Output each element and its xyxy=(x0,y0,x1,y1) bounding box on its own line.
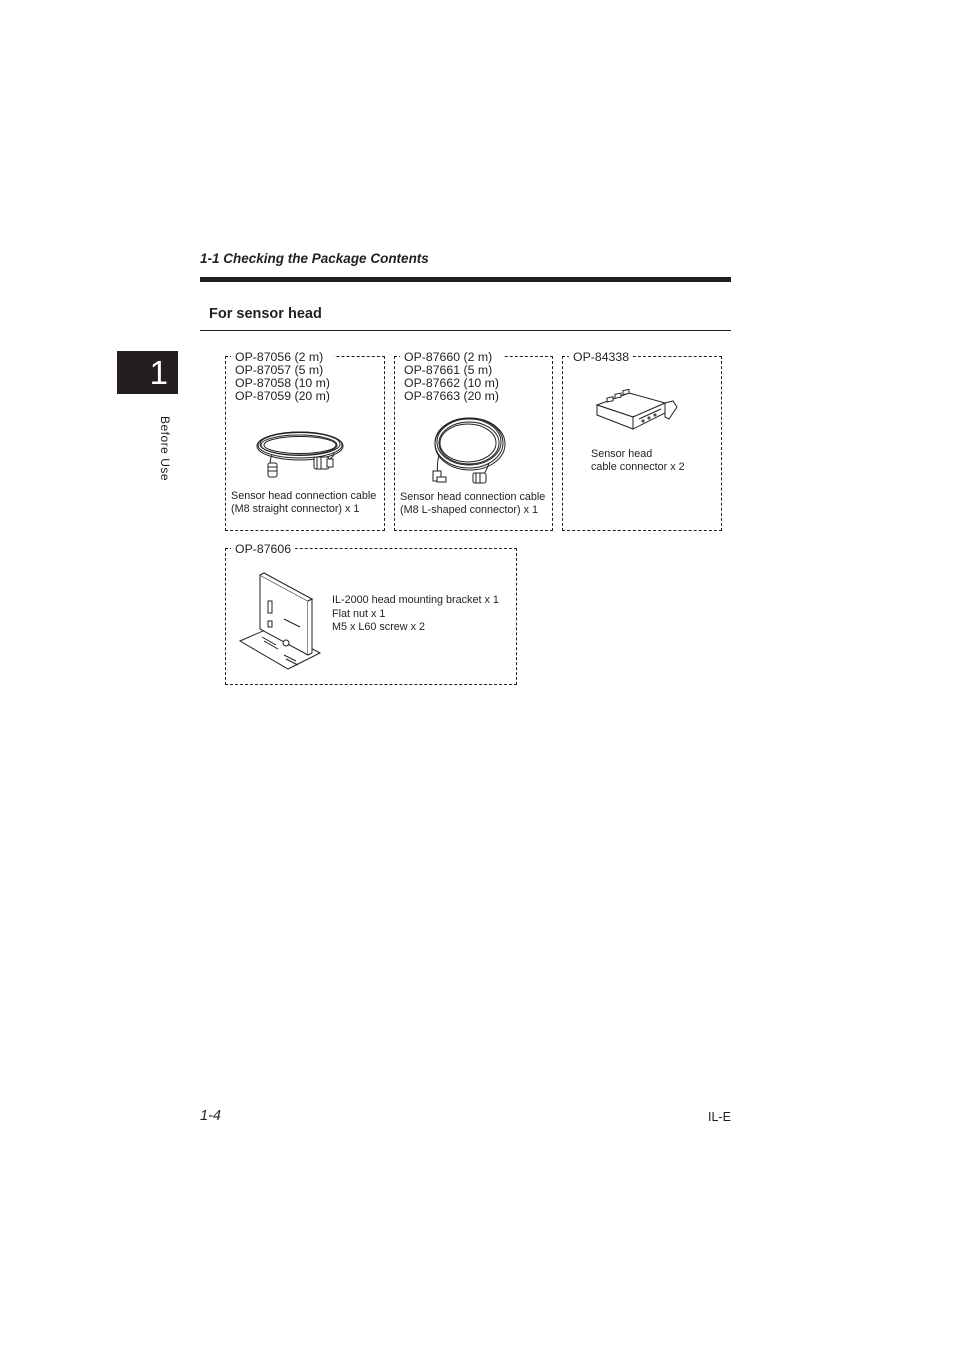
caption-line: Sensor head connection cable xyxy=(231,490,377,502)
l-shaped-cable-icon xyxy=(429,413,509,488)
model-number: OP-87058 (10 m) xyxy=(235,376,331,390)
caption-line: cable connector x 2 xyxy=(591,461,685,473)
package-item-straight-cable xyxy=(225,350,385,531)
model-number: OP-87056 (2 m) xyxy=(235,350,324,364)
straight-cable-icon xyxy=(254,423,349,481)
model-list xyxy=(569,351,633,364)
model-number: OP-87606 xyxy=(235,542,292,556)
sub-heading: For sensor head xyxy=(209,306,322,322)
caption-line: (M8 L-shaped connector) x 1 xyxy=(400,504,539,516)
sub-heading-rule xyxy=(200,330,731,331)
page-number: 1-4 xyxy=(200,1108,221,1124)
model-number: OP-84338 xyxy=(573,350,630,364)
model-number: OP-87059 (20 m) xyxy=(235,389,331,403)
caption-line: (M8 straight connector) x 1 xyxy=(231,503,360,515)
caption-line: Sensor head xyxy=(591,448,653,460)
model-list xyxy=(400,351,503,403)
package-item-l-shaped-cable xyxy=(394,350,553,531)
header-rule xyxy=(200,277,731,282)
cable-connector-icon xyxy=(593,389,683,441)
package-item-cable-connector xyxy=(562,350,722,531)
item-caption xyxy=(400,491,545,517)
chapter-label: Before Use xyxy=(158,416,172,482)
caption-line: IL-2000 head mounting bracket x 1 xyxy=(332,594,499,606)
model-number: OP-87662 (10 m) xyxy=(404,376,500,390)
caption-line: Sensor head connection cable xyxy=(400,491,546,503)
chapter-tab: 1 xyxy=(117,351,178,394)
item-caption xyxy=(231,490,376,516)
caption-line: M5 x L60 screw x 2 xyxy=(332,621,426,633)
document-code: IL-E xyxy=(708,1110,731,1124)
package-item-mounting-bracket xyxy=(225,542,517,685)
item-caption xyxy=(591,448,685,474)
mounting-bracket-icon xyxy=(238,571,328,676)
model-number: OP-87057 (5 m) xyxy=(235,363,324,377)
caption-line: Flat nut x 1 xyxy=(332,607,386,620)
section-title: 1-1 Checking the Package Contents xyxy=(200,251,429,266)
model-list xyxy=(231,351,334,403)
item-caption xyxy=(332,594,499,635)
model-number: OP-87660 (2 m) xyxy=(404,350,493,364)
model-number: OP-87661 (5 m) xyxy=(404,363,493,377)
model-list xyxy=(231,543,295,556)
model-number: OP-87663 (20 m) xyxy=(404,389,500,403)
